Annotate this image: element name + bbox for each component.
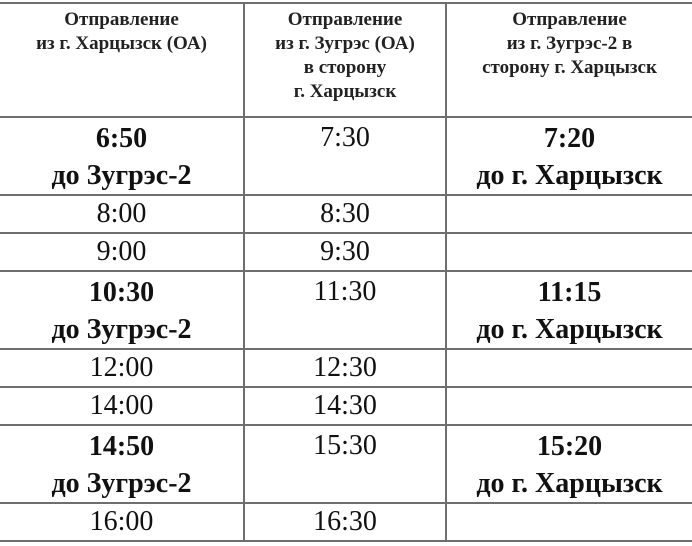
header-row [0,3,692,117]
cell-zugres: 15:30 [244,425,446,503]
cell-zugres: 9:30 [244,233,446,271]
table-row [0,349,692,387]
cell-zugres-2: 11:15 до г. Харцызск [446,271,692,349]
cell-zugres: 12:30 [244,349,446,387]
cell-zugres: 14:30 [244,387,446,425]
cell-zugres-2: 7:20 до г. Харцызск [446,117,692,195]
cell-zugres: 11:30 [244,271,446,349]
cell-zugres-2 [446,233,692,271]
cell-khartsyzsk: 9:00 [0,233,244,271]
cell-khartsyzsk: 16:00 [0,503,244,541]
table-row [0,425,692,503]
cell-zugres: 7:30 [244,117,446,195]
cell-khartsyzsk: 12:00 [0,349,244,387]
cell-zugres-2 [446,349,692,387]
cell-zugres-2 [446,195,692,233]
cell-zugres: 16:30 [244,503,446,541]
header-departure-khartsyzsk: Отправление из г. Харцызск (ОА) [0,3,244,117]
table-row [0,271,692,349]
table-row [0,195,692,233]
table-row [0,117,692,195]
header-departure-zugres: Отправление из г. Зугрэс (ОА) в сторону г. Харцызск [244,3,446,117]
cell-khartsyzsk: 14:00 [0,387,244,425]
table-row [0,387,692,425]
cell-zugres-2 [446,503,692,541]
bus-timetable [0,2,692,542]
cell-khartsyzsk: 6:50 до Зугрэс-2 [0,117,244,195]
table-row [0,503,692,541]
header-departure-zugres-2: Отправление из г. Зугрэс-2 в сторону г. Харцызск [446,3,692,117]
cell-khartsyzsk: 8:00 [0,195,244,233]
cell-zugres: 8:30 [244,195,446,233]
cell-khartsyzsk: 10:30 до Зугрэс-2 [0,271,244,349]
cell-khartsyzsk: 14:50 до Зугрэс-2 [0,425,244,503]
cell-zugres-2 [446,387,692,425]
table-row [0,233,692,271]
cell-zugres-2: 15:20 до г. Харцызск [446,425,692,503]
